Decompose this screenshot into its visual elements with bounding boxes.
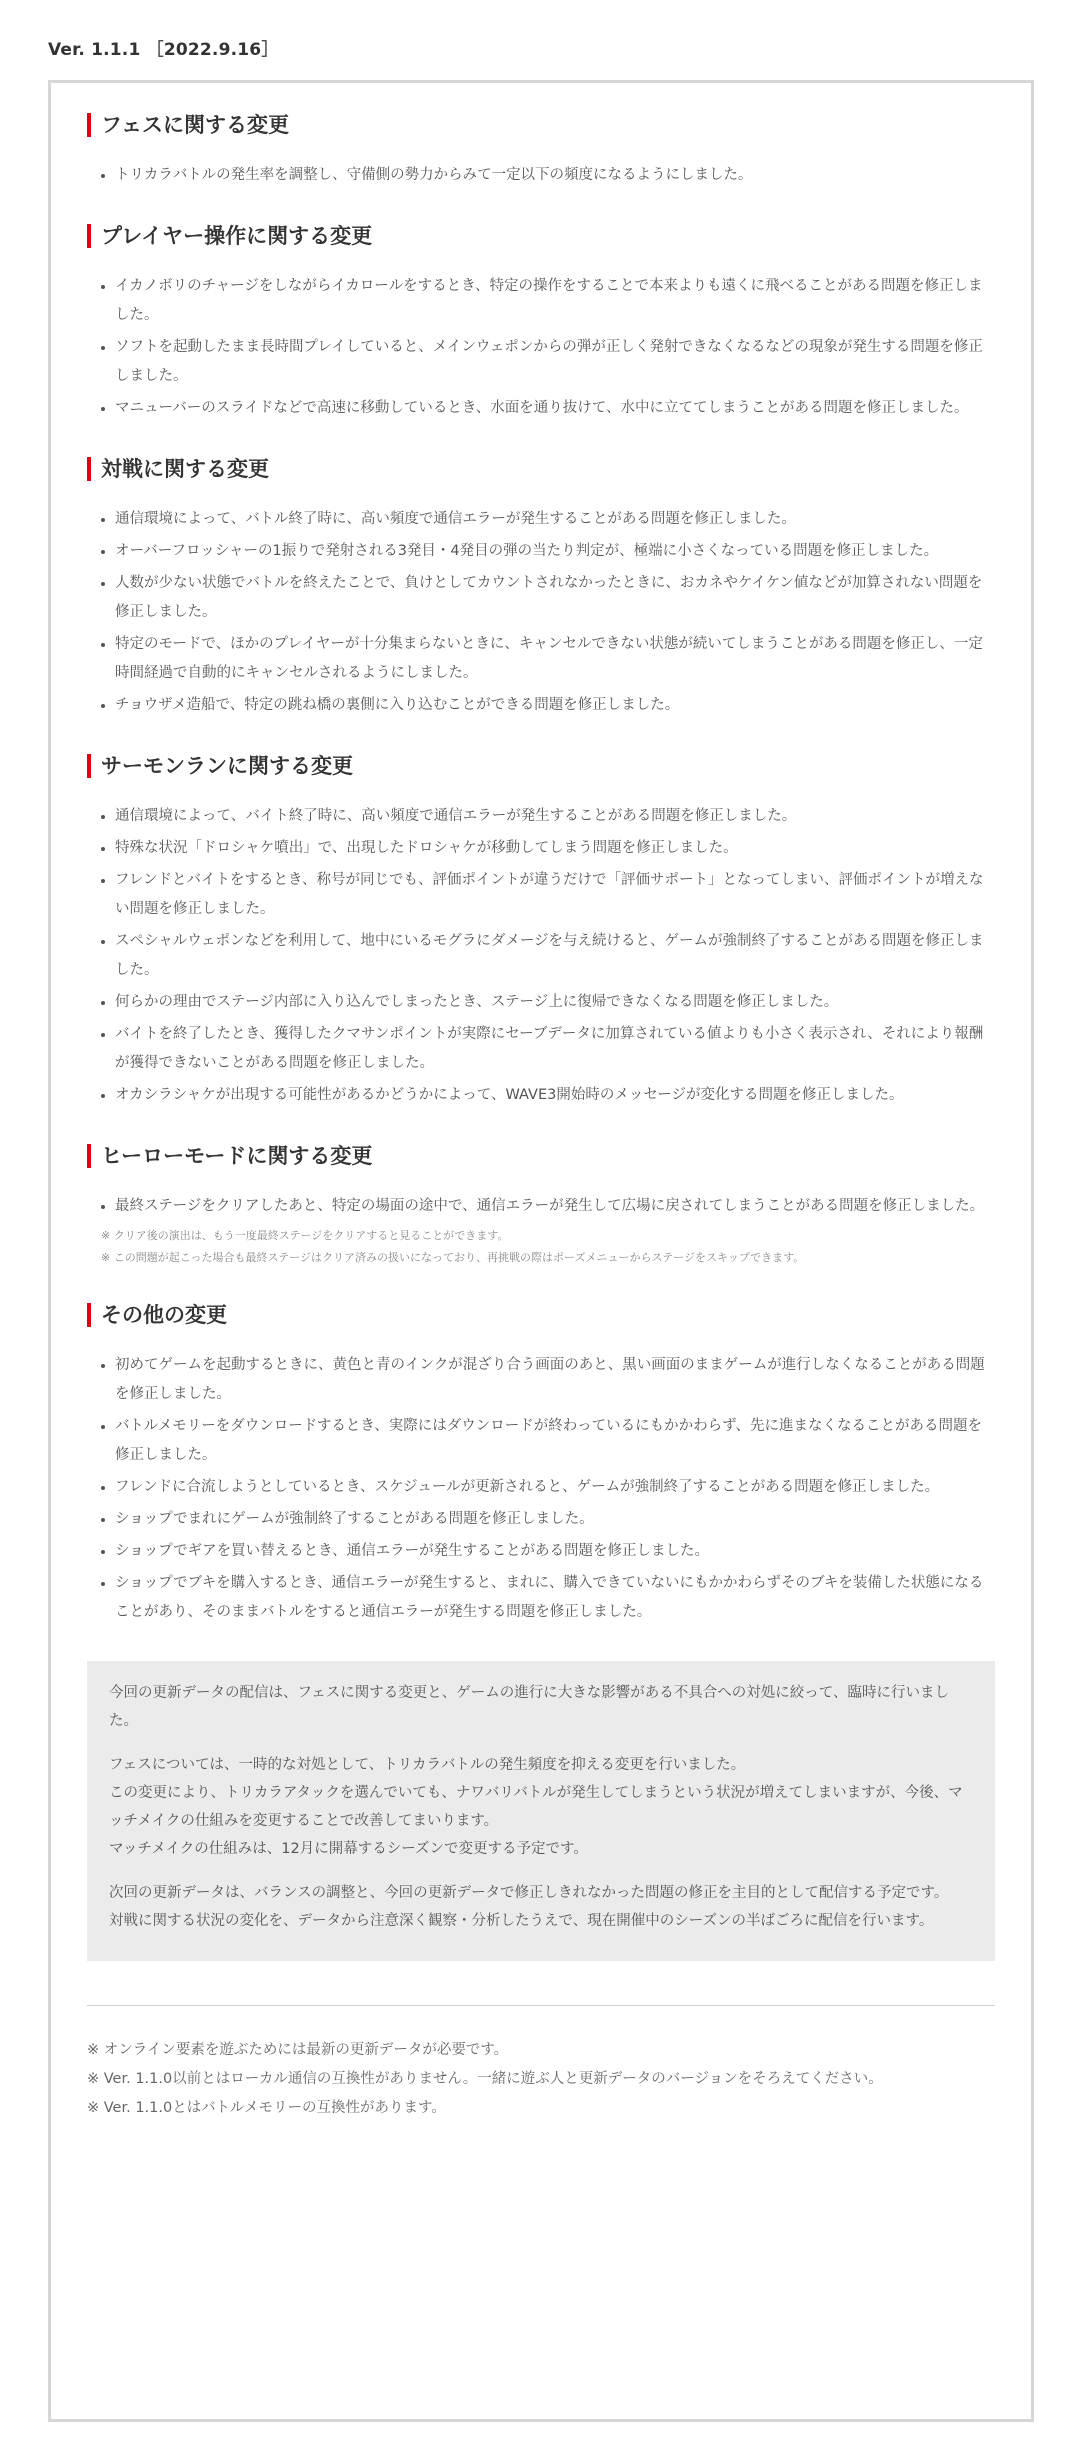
note-text: ※ クリア後の演出は、もう一度最終ステージをクリアすると見ることができます。 — [101, 1229, 509, 1242]
change-list — [87, 1351, 995, 1627]
list-item: フレンドに合流しようとしているとき、スケジュールが更新されると、ゲームが強制終了することがある問題を修正しました。 — [101, 1473, 995, 1502]
change-list — [87, 1192, 995, 1221]
section-player-controls — [87, 224, 995, 423]
list-item: 通信環境によって、バトル終了時に、高い頻度で通信エラーが発生することがある問題を修正しました。 — [101, 505, 995, 534]
list-item: イカノボリのチャージをしながらイカロールをするとき、特定の操作をすることで本来よりも遠くに飛べることがある問題を修正しました。 — [101, 272, 995, 330]
section-title: サーモンランに関する変更 — [87, 754, 995, 778]
comment-line: 今回の更新データの配信は、フェスに関する変更と、ゲームの進行に大きな影響がある不具合への対処に絞って、臨時に行いました。 — [109, 1685, 949, 1729]
list-item: フレンドとバイトをするとき、称号が同じでも、評価ポイントが違うだけで「評価サポート」となってしまい、評価ポイントが増えない問題を修正しました。 — [101, 866, 995, 924]
section-other — [87, 1303, 995, 1627]
list-item: オーバーフロッシャーの1振りで発射される3発目・4発目の弾の当たり判定が、極端に小さくなっている問題を修正しました。 — [101, 537, 995, 566]
section-title: 対戦に関する変更 — [87, 457, 995, 481]
list-item: 人数が少ない状態でバトルを終えたことで、負けとしてカウントされなかったときに、おカネやケイケン値などが加算されない問題を修正しました。 — [101, 569, 995, 627]
section-hero-mode — [87, 1144, 995, 1269]
version-heading: Ver. 1.1.1 ［2022.9.16］ — [48, 40, 279, 60]
footnotes — [87, 2036, 995, 2123]
divider — [87, 2005, 995, 2006]
comment-line: 対戦に関する状況の変化を、データから注意深く観察・分析したうえで、現在開催中のシーズンの半ばごろに配信を行います。 — [109, 1913, 934, 1929]
list-item: バイトを終了したとき、獲得したクマサンポイントが実際にセーブデータに加算されている値よりも小さく表示され、それにより報酬が獲得できないことがある問題を修正しました。 — [101, 1020, 995, 1078]
list-item: オカシラシャケが出現する可能性があるかどうかによって、WAVE3開始時のメッセージが変化する問題を修正しました。 — [101, 1081, 995, 1110]
list-item: 特定のモードで、ほかのプレイヤーが十分集まらないときに、キャンセルできない状態が続いてしまうことがある問題を修正し、一定時間経過で自動的にキャンセルされるようにしました。 — [101, 630, 995, 688]
list-item: ソフトを起動したまま長時間プレイしていると、メインウェポンからの弾が正しく発射できなくなるなどの現象が発生する問題を修正しました。 — [101, 333, 995, 391]
section-title: フェスに関する変更 — [87, 113, 995, 137]
section-fes — [87, 113, 995, 190]
comment-paragraph — [109, 1879, 973, 1935]
comment-line: この変更により、トリカラアタックを選んでいても、ナワバリバトルが発生してしまうという状況が増えてしまいますが、今後、マッチメイクの仕組みを変更することで改善してまいります。 — [109, 1785, 963, 1829]
list-item: トリカラバトルの発生率を調整し、守備側の勢力からみて一定以下の頻度になるようにしました。 — [101, 161, 995, 190]
footnote-text: ※ Ver. 1.1.0以前とはローカル通信の互換性がありません。一緒に遊ぶ人と更新データのバージョンをそろえてください。 — [87, 2071, 883, 2087]
footnote-text: ※ オンライン要素を遊ぶためには最新の更新データが必要です。 — [87, 2042, 509, 2058]
list-item: チョウザメ造船で、特定の跳ね橋の裏側に入り込むことができる問題を修正しました。 — [101, 691, 995, 720]
list-item: 初めてゲームを起動するときに、黄色と青のインクが混ざり合う画面のあと、黒い画面のままゲームが進行しなくなることがある問題を修正しました。 — [101, 1351, 995, 1409]
change-list — [87, 505, 995, 720]
list-item: ショップでギアを買い替えるとき、通信エラーが発生することがある問題を修正しました。 — [101, 1537, 995, 1566]
list-item: ショップでまれにゲームが強制終了することがある問題を修正しました。 — [101, 1505, 995, 1534]
comment-paragraph — [109, 1679, 973, 1735]
comment-line: 次回の更新データは、バランスの調整と、今回の更新データで修正しきれなかった問題の修正を主目的として配信する予定です。 — [109, 1885, 949, 1901]
section-salmon-run — [87, 754, 995, 1110]
section-title: その他の変更 — [87, 1303, 995, 1327]
list-item: バトルメモリーをダウンロードするとき、実際にはダウンロードが終わっているにもかかわらず、先に進まなくなることがある問題を修正しました。 — [101, 1412, 995, 1470]
change-list — [87, 802, 995, 1110]
list-item: 最終ステージをクリアしたあと、特定の場面の途中で、通信エラーが発生して広場に戻されてしまうことがある問題を修正しました。 — [101, 1192, 995, 1221]
section-title: ヒーローモードに関する変更 — [87, 1144, 995, 1168]
list-item: 何らかの理由でステージ内部に入り込んでしまったとき、ステージ上に復帰できなくなる問題を修正しました。 — [101, 988, 995, 1017]
patch-notes-panel — [48, 80, 1034, 2422]
list-item: 通信環境によって、バイト終了時に、高い頻度で通信エラーが発生することがある問題を修正しました。 — [101, 802, 995, 831]
note-text: ※ この問題が起こった場合も最終ステージはクリア済みの扱いになっており、再挑戦の際はポーズメニューからステージをスキップできます。 — [101, 1251, 805, 1264]
list-item: ショップでブキを購入するとき、通信エラーが発生すると、まれに、購入できていないにもかかわらずそのブキを装備した状態になることがあり、そのままバトルをすると通信エラーが発生する問題を修正しました。 — [101, 1569, 995, 1627]
comment-line: フェスについては、一時的な対処として、トリカラバトルの発生頻度を抑える変更を行いました。 — [109, 1757, 746, 1773]
comment-line: マッチメイクの仕組みは、12月に開幕するシーズンで変更する予定です。 — [109, 1841, 588, 1857]
section-title: プレイヤー操作に関する変更 — [87, 224, 995, 248]
comment-paragraph — [109, 1751, 973, 1863]
section-notes — [87, 1225, 995, 1269]
list-item: スペシャルウェポンなどを利用して、地中にいるモグラにダメージを与え続けると、ゲームが強制終了することがある問題を修正しました。 — [101, 927, 995, 985]
section-battle — [87, 457, 995, 720]
list-item: 特殊な状況「ドロシャケ噴出」で、出現したドロシャケが移動してしまう問題を修正しました。 — [101, 834, 995, 863]
developer-comment-box — [87, 1661, 995, 1961]
footnote-text: ※ Ver. 1.1.0とはバトルメモリーの互換性があります。 — [87, 2100, 446, 2116]
list-item: マニューバーのスライドなどで高速に移動しているとき、水面を通り抜けて、水中に立ててしまうことがある問題を修正しました。 — [101, 394, 995, 423]
change-list — [87, 161, 995, 190]
change-list — [87, 272, 995, 423]
